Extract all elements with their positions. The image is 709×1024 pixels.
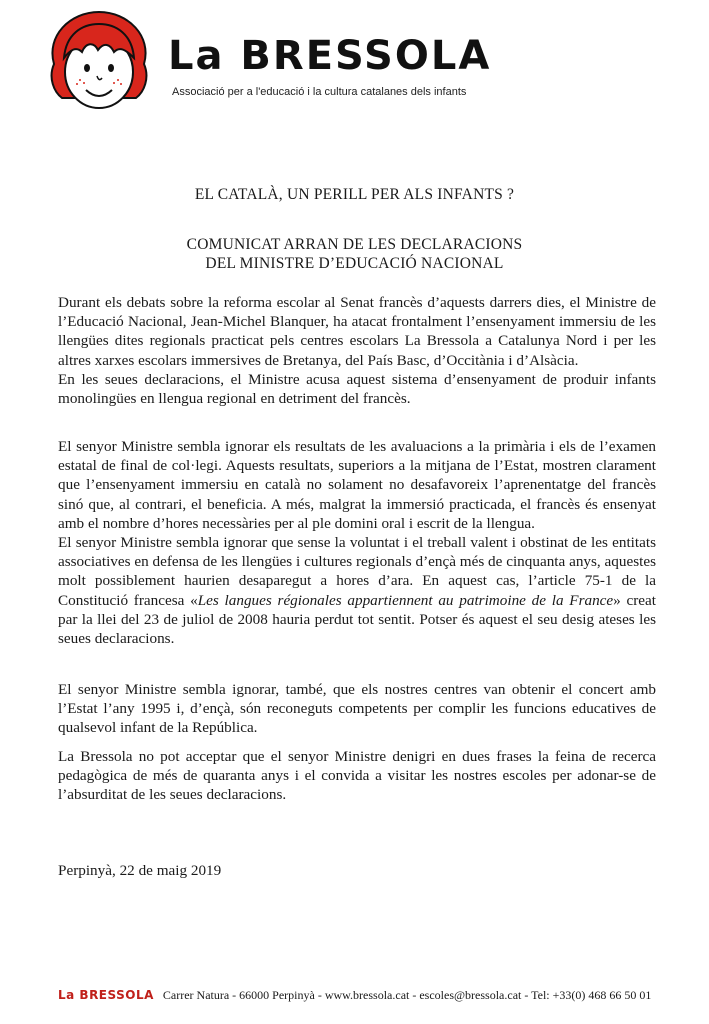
paragraph-4-text: La Bressola no pot acceptar que el senyor Ministre denigri en dues frases la feina de recerca pedagògica de més de quaranta anys i el convida a visitar les nostres escoles per adonar-se de l’absurditat de les seues declaracions. [58,748,656,804]
paragraph-4 [58,747,656,805]
letterhead [40,6,680,126]
footer [58,988,651,1003]
footer-brand: La BRESSOLA [58,988,154,1002]
paragraph-3-text: El senyor Ministre sembla ignorar, també, que els nostres centres van obtenir el concert amb l’Estat l’any 1995 i, d’ençà, són reconeguts competents per complir les funcions educatives de qualsevol infant de la República. [58,681,656,737]
subtitle-line-2: DEL MINISTRE D’EDUCACIÓ NACIONAL [205,255,504,272]
footer-contact: Carrer Natura - 66000 Perpinyà - www.bressola.cat - escoles@bressola.cat - Tel: +33(0) 468 66 50 01 [162,988,652,1002]
document-subtitle [0,235,709,273]
paragraph-1a: Durant els debats sobre la reforma escolar al Senat francès d’aquests darrers dies, el Ministre de l’Educació Nacional, Jean-Michel Blanquer, ha atacat frontalment l’ensenyament immersiu de les llengües dites regionals practicat pels centres escolars La Bressola a Catalunya Nord i per les altres xarxes escolars immersives de Bretanya, del País Basc, d’Occitània i d’Alsàcia. [58,294,656,369]
document-title: EL CATALÀ, UN PERILL PER ALS INFANTS ? [194,186,515,203]
paragraph-2b [58,533,656,648]
brand-tagline: Associació per a l'educació i la cultura catalanes dels infants [172,86,467,98]
paragraph-2b-start: El senyor Ministre sembla ignorar que sense la voluntat i el treball valent i obstinat de les entitats associatives en defensa de les llengües i cultures regionals d’ençà més de cinquanta anys, aquestes molt possiblement haurien desaparegut a hores d’ara. En aquest cas, l’article 75-1 de la Constitució francesa « [58,534,656,609]
paragraph-1b: En les seues declaracions, el Ministre acusa aquest sistema d’ensenyament de produir infants monolingües en llengua regional en detriment del francès. [58,370,656,408]
child-face-logo [40,6,158,124]
document-date: Perpinyà, 22 de maig 2019 [58,862,222,879]
paragraph-2 [58,437,656,648]
paragraph-1 [58,293,656,408]
subtitle-line-1: COMUNICAT ARRAN DE LES DECLARACIONS [186,236,523,253]
paragraph-2b-end: » creat par la llei del 23 de juliol de 2008 hauria perdut tot sentit. Potser és aquest el seu desig ateses les seues declaracions. [58,591,657,648]
constitution-quote: Les langues régionales appartiennent au patrimoine de la France [197,591,614,609]
paragraph-2a: El senyor Ministre sembla ignorar els resultats de les avaluacions a la primària i els de l’examen estatal de final de col·legi. Aquests resultats, superiors a la mitjana de l’Estat, mostren clarament que l’ensenyament immersiu en català no solament no desafavoreix l’aprenentatge del francès sinó que, al contrari, el beneficia. A més, malgrat la immersió practicada, el francès és ensenyat amb el nombre d’hores necessàries per al ple domini oral i escrit de la llengua. [58,438,656,532]
brand-name: La BRESSOLA [168,33,492,79]
paragraph-3 [58,680,656,738]
